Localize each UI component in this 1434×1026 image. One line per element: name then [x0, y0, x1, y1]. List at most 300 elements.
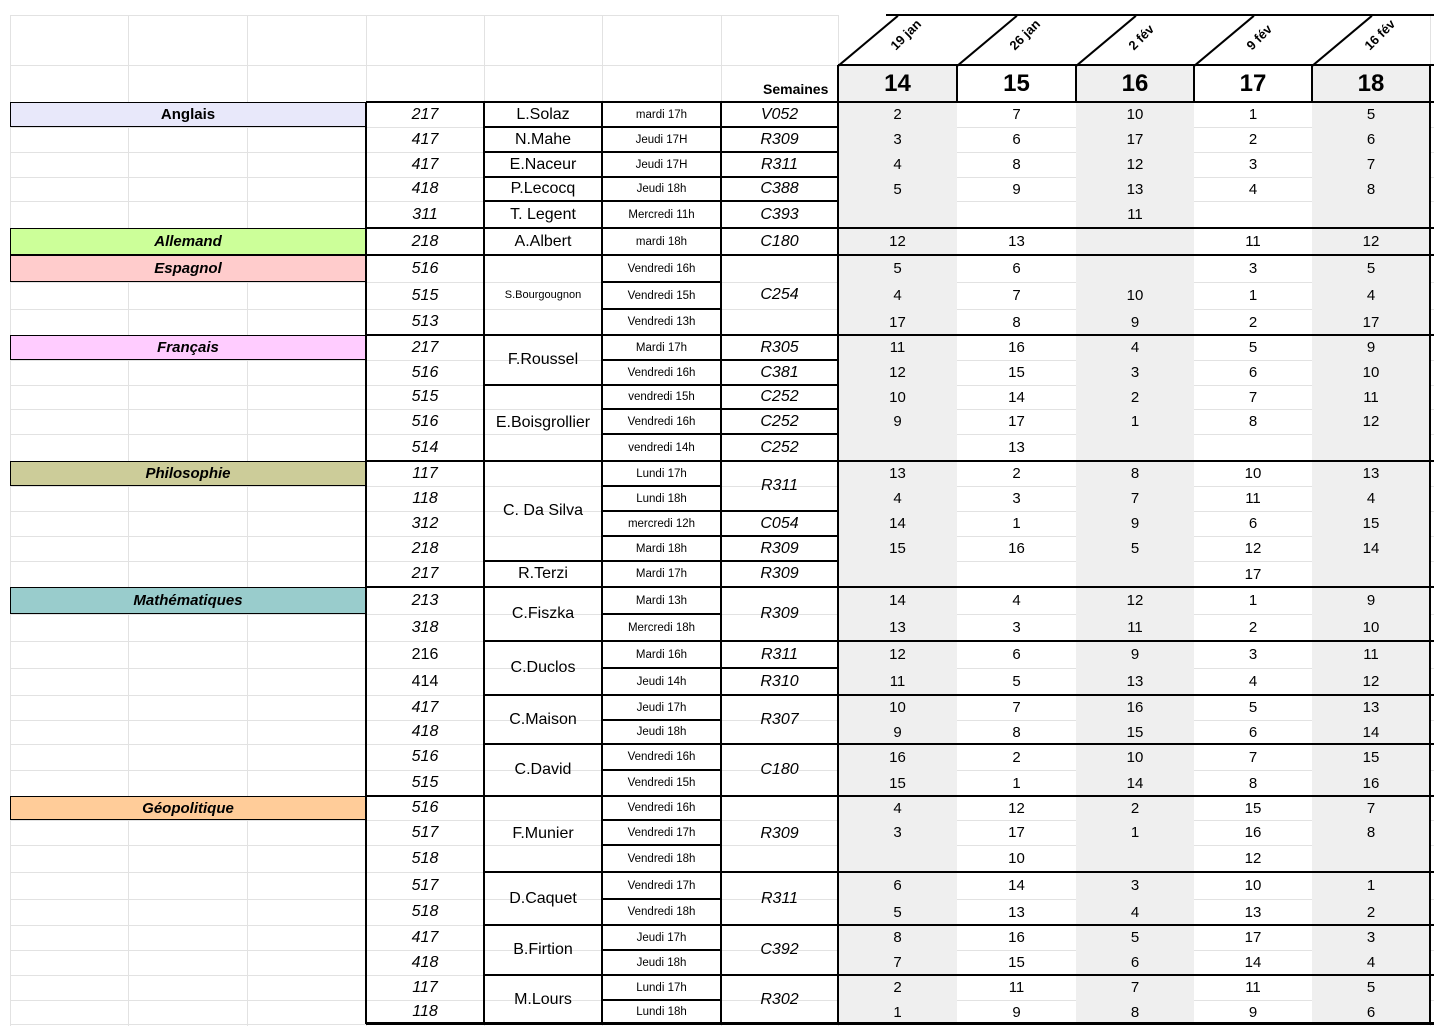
group-code: 516: [411, 799, 439, 816]
week-value: 8: [893, 929, 902, 946]
week-value: 3: [1248, 156, 1258, 173]
week-value: [838, 434, 957, 461]
week-value: 8: [1130, 1003, 1140, 1021]
section-border: [484, 694, 1434, 696]
group-code: 217: [411, 105, 439, 123]
room-code: R305: [760, 338, 799, 356]
week-number: 14: [884, 70, 911, 97]
week-value: 4: [893, 490, 902, 507]
room-code: R311: [760, 645, 799, 663]
week-value: 8: [1012, 723, 1021, 741]
week-value: 2: [1248, 313, 1258, 331]
week-value: [1312, 201, 1430, 228]
week-value: 11: [1008, 979, 1025, 996]
time-slot: Mercredi 18h: [627, 621, 696, 634]
week-value: 11: [1245, 233, 1261, 250]
week-value: 13: [1126, 180, 1144, 198]
group-code: 418: [411, 723, 439, 740]
week-value: 1: [1366, 877, 1376, 894]
room-code: C392: [760, 941, 799, 958]
week-value: 8: [1130, 465, 1140, 482]
week-value: 5: [1248, 339, 1258, 356]
time-slot: Vendredi 17h: [627, 879, 696, 892]
week-value: 16: [1008, 540, 1025, 557]
week-value: 5: [893, 180, 902, 198]
week-value: 7: [1012, 106, 1021, 123]
week-value: 4: [1130, 339, 1140, 356]
week-value: 12: [1362, 673, 1380, 690]
week-value: 14: [1008, 388, 1025, 406]
week-value: 7: [1366, 799, 1376, 817]
week-value: 11: [889, 673, 906, 690]
week-value: 16: [1362, 774, 1380, 792]
week-value: 17: [1126, 131, 1144, 148]
time-slot: Lundi 17h: [636, 467, 687, 480]
week-value: 12: [1362, 233, 1380, 250]
time-slot: Mardi 17h: [635, 568, 688, 580]
room-code: C393: [760, 205, 799, 223]
week-value: 5: [893, 260, 902, 277]
week-value: 4: [1012, 592, 1021, 609]
teacher-name: C.David: [514, 761, 572, 778]
group-code: 417: [411, 928, 439, 946]
week-value: 17: [1362, 313, 1380, 331]
grid-line: [247, 15, 248, 1026]
room-code: R311: [760, 477, 799, 494]
week-value: 17: [1008, 824, 1025, 841]
time-slot: mercredi 12h: [627, 517, 696, 530]
room-code: V052: [760, 105, 799, 123]
week-value: 4: [1366, 954, 1376, 971]
time-slot: vendredi 15h: [628, 391, 695, 403]
time-slot: Jeudi 18h: [636, 956, 687, 969]
week-value: 16: [889, 748, 906, 766]
week-value: [1194, 201, 1312, 228]
grid-line: [128, 15, 129, 1026]
teacher-name: E.Boisgrollier: [495, 414, 591, 431]
week-value: 15: [1244, 799, 1262, 817]
week-value: 6: [1130, 954, 1140, 971]
week-value: 1: [1130, 413, 1140, 430]
week-value: 6: [893, 877, 902, 894]
week-value: 5: [1012, 673, 1021, 690]
week-value: 14: [1362, 540, 1380, 557]
week-value: 11: [1363, 388, 1379, 406]
week-date-label: 9 fév: [1243, 21, 1275, 53]
week-value: 2: [1366, 903, 1376, 921]
grid-line: [10, 65, 838, 66]
group-code: 417: [411, 130, 439, 148]
week-value: 3: [893, 824, 902, 841]
group-code: 517: [411, 823, 439, 841]
section-border: [366, 254, 1434, 256]
week-value: 14: [1126, 774, 1144, 792]
week-value: 3: [893, 131, 902, 148]
teacher-name: B.Firtion: [513, 941, 573, 958]
week-value: 11: [1245, 490, 1261, 507]
week-value: 11: [1363, 646, 1379, 663]
teacher-name: T. Legent: [510, 205, 576, 223]
time-slot: Lundi 18h: [636, 1006, 687, 1018]
week-value: 4: [1248, 673, 1258, 690]
group-code: 118: [412, 489, 438, 507]
subject-label: Philosophie: [10, 461, 366, 486]
time-slot: Vendredi 15h: [627, 289, 696, 302]
week-value: 4: [1248, 180, 1258, 198]
time-slot: Lundi 17h: [636, 981, 687, 994]
section-border: [484, 743, 1434, 745]
week-value: 15: [1008, 954, 1025, 971]
room-code: R309: [760, 565, 799, 582]
week-value: 9: [893, 413, 902, 430]
week-value: 17: [889, 313, 906, 331]
time-slot: Jeudi 17h: [636, 931, 687, 944]
teacher-name: C. Da Silva: [502, 502, 584, 519]
week-value: 10: [1244, 877, 1262, 894]
table-bottom-border: [366, 1022, 1434, 1024]
week-value: 5: [1366, 979, 1376, 996]
section-border: [366, 227, 1434, 229]
week-value: 9: [1366, 339, 1376, 356]
week-value: 3: [1130, 364, 1140, 381]
week-value: 10: [1126, 748, 1144, 766]
group-code: 513: [411, 313, 439, 330]
group-code: 516: [411, 748, 439, 765]
week-value: 2: [1248, 131, 1258, 148]
week-value: 3: [1248, 260, 1258, 277]
time-slot: vendredi 14h: [628, 441, 695, 454]
subject-label: Mathématiques: [10, 587, 366, 614]
week-value: 3: [1012, 490, 1021, 507]
week-value: 13: [889, 619, 906, 636]
group-code: 218: [411, 539, 439, 557]
time-slot: mardi 18h: [635, 235, 688, 248]
header-border: [956, 65, 958, 102]
week-value: 6: [1012, 131, 1021, 148]
week-value: 15: [1362, 748, 1380, 766]
week-value: [1312, 845, 1430, 872]
time-slot: Vendredi 16h: [627, 366, 696, 379]
week-value: 5: [1130, 929, 1140, 946]
time-slot: Vendredi 18h: [627, 906, 696, 918]
week-value: 3: [1130, 877, 1140, 894]
time-slot: Jeudi 17H: [635, 158, 688, 171]
week-value: 15: [1362, 515, 1380, 532]
teacher-name: E.Naceur: [509, 155, 577, 173]
week-value: 9: [1248, 1003, 1258, 1021]
group-code: 213: [411, 591, 439, 609]
week-value: 6: [1248, 515, 1258, 532]
week-value: 15: [889, 774, 906, 792]
week-number: 17: [1239, 70, 1267, 97]
group-code: 514: [411, 438, 439, 456]
week-value: 2: [1130, 388, 1140, 406]
week-value: 17: [1244, 565, 1262, 583]
week-value: 5: [1366, 106, 1376, 123]
time-slot: Mardi 18h: [635, 542, 688, 555]
room-code: R309: [760, 605, 799, 622]
teacher-name: F.Munier: [512, 825, 574, 842]
week-date-label: 19 jan: [887, 16, 925, 53]
week-value: 7: [1012, 287, 1021, 304]
room-code: C252: [760, 388, 799, 405]
week-value: 16: [1244, 824, 1262, 841]
week-value: 1: [1012, 774, 1021, 792]
week-value: [957, 201, 1076, 228]
week-number: 18: [1357, 70, 1385, 97]
week-value: 14: [1008, 877, 1025, 894]
week-date-label: 26 jan: [1006, 16, 1044, 53]
week-value: 15: [889, 540, 906, 557]
column-border: [483, 102, 485, 1024]
group-code: 518: [411, 903, 439, 920]
column-border: [601, 102, 603, 1024]
week-value: 12: [889, 646, 906, 663]
column-border: [837, 102, 839, 1024]
time-slot: Jeudi 18h: [636, 183, 687, 195]
week-value: 4: [1366, 490, 1376, 507]
week-value: 13: [1126, 673, 1144, 690]
week-value: 5: [1248, 699, 1258, 716]
group-code: 312: [411, 514, 439, 532]
week-value: 2: [893, 106, 902, 123]
section-border: [366, 460, 1434, 462]
room-code: C388: [760, 180, 799, 197]
teacher-name: C.Maison: [509, 710, 577, 728]
week-value: 12: [1362, 413, 1380, 430]
semaines-label: Semaines: [763, 81, 829, 97]
time-slot: Vendredi 16h: [627, 262, 696, 275]
group-code: 117: [412, 978, 438, 996]
week-value: 14: [889, 515, 906, 532]
time-slot: mardi 17h: [635, 108, 688, 121]
week-value: 7: [1248, 748, 1258, 766]
time-slot: Vendredi 15h: [627, 777, 696, 789]
section-border: [484, 974, 1434, 976]
week-value: 4: [893, 287, 902, 304]
week-value: [1076, 561, 1194, 587]
week-value: [1076, 255, 1194, 282]
time-slot: Mardi 13h: [635, 594, 688, 607]
group-code: 418: [411, 180, 439, 197]
week-value: 13: [1008, 439, 1025, 456]
week-value: 7: [893, 954, 902, 971]
week-value: 9: [1130, 646, 1140, 663]
teacher-name: S.Bourgougnon: [504, 289, 582, 301]
week-value: 1: [1248, 287, 1258, 304]
group-code: 418: [411, 953, 439, 971]
week-value: 1: [1248, 592, 1258, 609]
week-value: 6: [1012, 646, 1021, 663]
teacher-name: P.Lecocq: [510, 180, 576, 197]
week-value: 10: [1126, 287, 1144, 304]
week-value: 9: [1012, 180, 1021, 198]
section-border: [366, 586, 1434, 588]
room-code: R309: [760, 130, 799, 148]
week-value: 7: [1366, 156, 1376, 173]
time-slot: Lundi 18h: [636, 492, 687, 505]
group-code: 516: [411, 363, 439, 381]
header-border: [1075, 65, 1077, 102]
group-code: 516: [411, 259, 439, 277]
week-value: 12: [1126, 156, 1144, 173]
time-slot: Jeudi 17H: [635, 133, 688, 146]
week-value: 12: [1244, 850, 1262, 867]
week-value: 9: [1130, 313, 1140, 331]
time-slot: Mardi 17h: [635, 341, 688, 354]
time-slot: Vendredi 17h: [627, 826, 696, 839]
week-value: 15: [1126, 723, 1144, 741]
week-date-label: 16 fév: [1361, 16, 1399, 53]
group-code: 515: [411, 774, 439, 791]
week-value: [838, 845, 957, 872]
week-value: 2: [1248, 619, 1258, 636]
group-code: 518: [411, 849, 439, 867]
week-value: 8: [1248, 413, 1258, 430]
week-value: [1194, 434, 1312, 461]
week-value: 3: [1012, 619, 1021, 636]
week-value: [1312, 561, 1430, 587]
section-border: [484, 640, 1434, 642]
room-code: R311: [760, 155, 799, 173]
week-value: 6: [1366, 131, 1376, 148]
week-value: 13: [1008, 233, 1025, 250]
header-border: [1429, 65, 1431, 102]
week-value: 7: [1130, 979, 1140, 996]
room-code: C254: [760, 286, 799, 303]
week-value: 14: [889, 592, 906, 609]
week-value: 7: [1248, 388, 1258, 406]
group-code: 516: [411, 412, 439, 430]
week-value: 2: [1130, 799, 1140, 817]
teacher-name: R.Terzi: [518, 565, 568, 582]
header-border: [1193, 65, 1195, 102]
section-border: [484, 871, 1434, 873]
column-border: [365, 102, 367, 1024]
teacher-name: C.Fiszka: [511, 605, 575, 622]
group-code: 417: [411, 698, 439, 716]
week-value: 14: [1362, 723, 1380, 741]
week-value: 12: [1126, 592, 1144, 609]
week-value: 13: [1362, 465, 1380, 482]
week-value: 9: [1012, 1003, 1021, 1021]
week-value: 11: [1127, 206, 1143, 223]
week-value: 11: [1245, 979, 1261, 996]
week-value: [957, 561, 1076, 587]
header-border: [838, 64, 1434, 66]
week-value: 13: [1244, 903, 1262, 921]
week-value: 1: [1012, 515, 1021, 532]
time-slot: Vendredi 16h: [627, 751, 696, 763]
room-code: R311: [760, 889, 799, 907]
time-slot: Vendredi 16h: [627, 415, 696, 428]
week-value: 2: [1012, 465, 1021, 482]
group-code: 515: [411, 286, 439, 304]
room-code: R309: [760, 825, 799, 842]
group-code: 117: [412, 464, 438, 482]
week-value: 12: [1244, 540, 1262, 557]
week-value: 9: [893, 723, 902, 741]
grid-line: [10, 15, 838, 16]
grid-line: [10, 15, 11, 1026]
group-code: 515: [411, 388, 439, 405]
week-value: 13: [889, 465, 906, 482]
week-value: 10: [1244, 465, 1262, 482]
time-slot: Mercredi 11h: [628, 208, 695, 221]
week-value: [1076, 434, 1194, 461]
week-value: 11: [1127, 619, 1143, 636]
time-slot: Jeudi 17h: [636, 701, 687, 714]
week-value: 17: [1244, 929, 1262, 946]
week-value: 10: [1362, 364, 1380, 381]
teacher-name: F.Roussel: [507, 351, 579, 368]
week-value: 10: [1126, 106, 1144, 123]
week-value: 8: [1248, 774, 1258, 792]
teacher-name: M.Lours: [514, 990, 572, 1008]
week-value: 9: [1130, 515, 1140, 532]
week-value: [838, 201, 957, 228]
time-slot: Mardi 16h: [635, 648, 688, 661]
section-border: [484, 924, 1434, 926]
group-code: 318: [411, 618, 439, 636]
time-slot: Vendredi 18h: [627, 852, 696, 865]
room-code: C054: [760, 514, 799, 532]
week-value: 11: [889, 339, 906, 356]
header-border: [886, 14, 1434, 16]
room-code: C180: [760, 232, 799, 250]
week-value: 1: [1130, 824, 1140, 841]
week-value: [838, 561, 957, 587]
week-value: 6: [1012, 260, 1021, 277]
time-slot: Jeudi 18h: [636, 726, 687, 738]
week-value: 16: [1008, 929, 1025, 946]
week-value: 13: [1362, 699, 1380, 716]
room-code: R310: [760, 672, 799, 690]
group-code: 414: [411, 672, 439, 690]
week-value: 16: [1008, 339, 1025, 356]
week-value: 12: [889, 233, 906, 250]
section-border: [366, 795, 1434, 797]
room-code: R302: [760, 990, 799, 1008]
week-value: [1076, 845, 1194, 872]
section-border: [366, 334, 1434, 336]
group-code: 216: [411, 645, 439, 663]
teacher-name: D.Caquet: [509, 889, 577, 907]
room-code: C381: [760, 363, 799, 381]
week-value: [1312, 434, 1430, 461]
week-number: 16: [1121, 70, 1149, 97]
group-code: 218: [411, 232, 439, 250]
group-code: 217: [411, 338, 439, 356]
week-value: 4: [893, 799, 902, 817]
week-value: 1: [1248, 106, 1258, 123]
week-value: 5: [1366, 260, 1376, 277]
room-code: C252: [760, 438, 799, 456]
week-value: 8: [1012, 156, 1021, 173]
subject-label: Espagnol: [10, 255, 366, 282]
week-value: 8: [1366, 824, 1376, 841]
week-value: 8: [1012, 313, 1021, 331]
subject-label: Allemand: [10, 228, 366, 255]
room-code: C252: [760, 412, 799, 430]
time-slot: Vendredi 13h: [627, 316, 696, 328]
week-value: 15: [1008, 364, 1025, 381]
time-slot: Vendredi 16h: [627, 802, 696, 814]
week-value: 12: [1008, 799, 1025, 817]
header-border: [1311, 65, 1313, 102]
room-code: C180: [760, 761, 799, 778]
subject-label: Géopolitique: [10, 796, 366, 820]
